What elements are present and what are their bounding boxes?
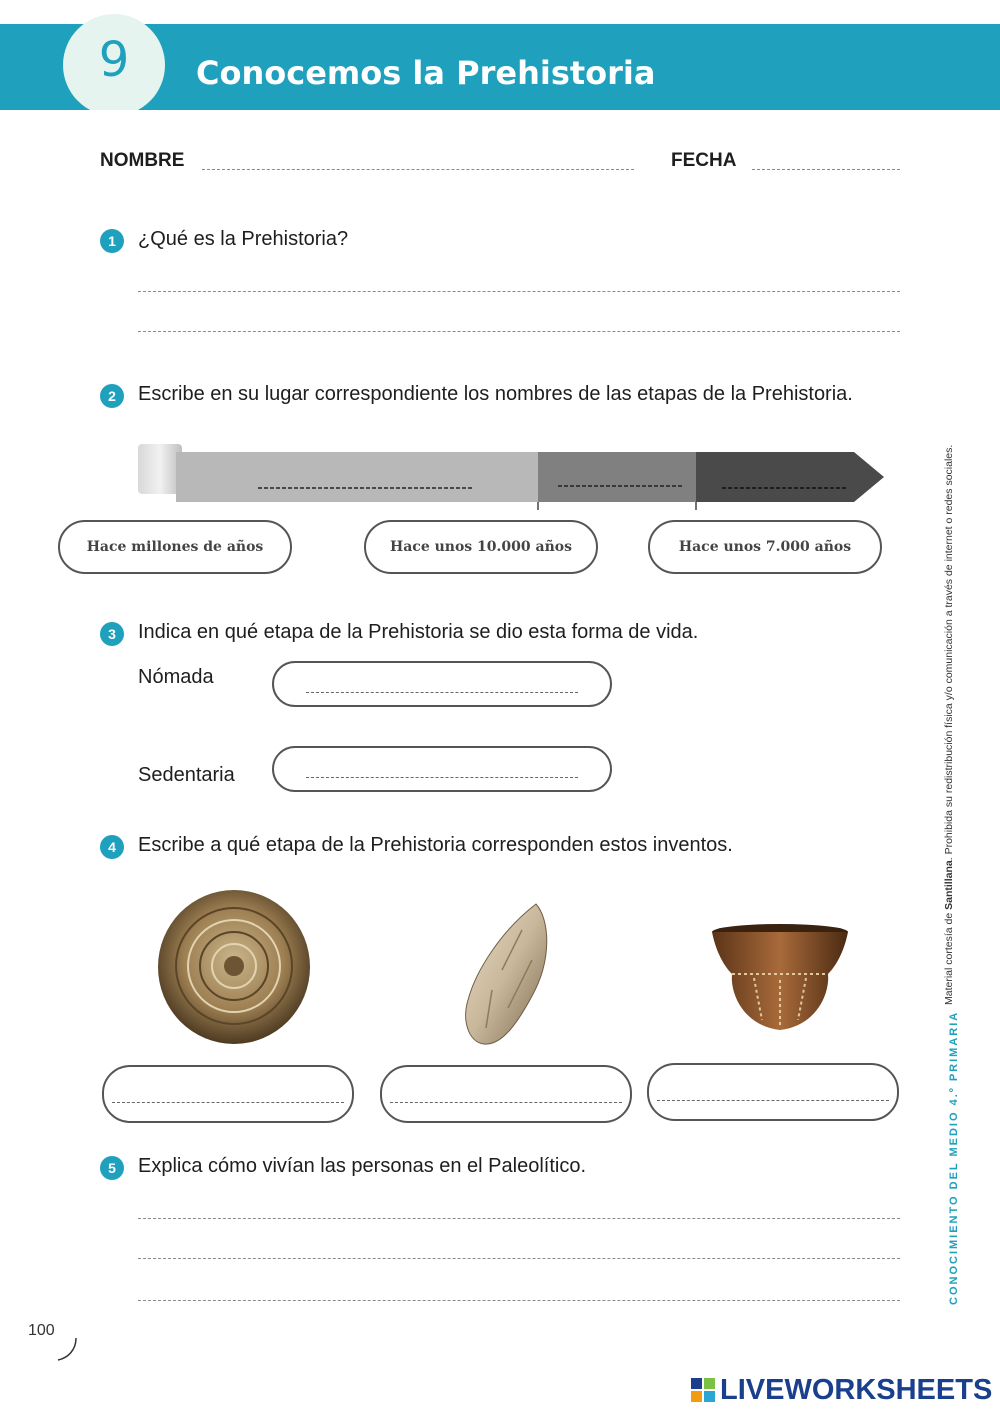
unit-number: 9 <box>98 32 130 88</box>
timeline-label-3: Hace unos 7.000 años <box>648 520 882 574</box>
page-number: 100 <box>28 1322 55 1339</box>
answer-line-5b[interactable] <box>138 1258 900 1259</box>
timeline-label-2: Hace unos 10.000 años <box>364 520 598 574</box>
question-text-5: Explica cómo vivían las personas en el Paleolítico. <box>138 1155 587 1177</box>
name-field[interactable] <box>202 169 634 170</box>
liveworksheets-logo-icon <box>691 1378 715 1402</box>
question-number-2: 2 <box>100 384 124 408</box>
hand-axe-image <box>462 900 554 1048</box>
nomada-answer-box[interactable] <box>272 661 612 707</box>
answer-line-5a[interactable] <box>138 1218 900 1219</box>
bronze-shield-image <box>155 888 313 1046</box>
question-number-1: 1 <box>100 229 124 253</box>
page-title: Conocemos la Prehistoria <box>196 54 656 92</box>
invento-answer-box-2[interactable] <box>380 1065 632 1123</box>
question-text-3: Indica en qué etapa de la Prehistoria se dio esta forma de vida. <box>138 621 699 643</box>
question-text-4: Escribe a qué etapa de la Prehistoria corresponden estos inventos. <box>138 834 733 856</box>
answer-line-5c[interactable] <box>138 1300 900 1301</box>
timeline-label-1: Hace millones de años <box>58 520 292 574</box>
header-mask <box>0 110 1000 120</box>
page-corner-mark <box>56 1336 80 1362</box>
liveworksheets-brand[interactable]: LIVEWORKSHEETS <box>720 1374 993 1406</box>
date-field[interactable] <box>752 169 900 170</box>
timeline-segment-neolitico <box>538 452 696 502</box>
answer-line-1a[interactable] <box>138 291 900 292</box>
ceramic-bowl-image <box>710 922 850 1034</box>
question-text-2: Escribe en su lugar correspondiente los nombres de las etapas de la Prehistoria. <box>138 383 853 405</box>
invento-answer-box-1[interactable] <box>102 1065 354 1123</box>
question-number-5: 5 <box>100 1156 124 1180</box>
date-label: FECHA <box>671 150 737 171</box>
question-text-1: ¿Qué es la Prehistoria? <box>138 228 349 250</box>
timeline-roll <box>138 444 182 494</box>
answer-line-1b[interactable] <box>138 331 900 332</box>
prehistory-timeline <box>136 440 888 510</box>
invento-answer-box-3[interactable] <box>647 1063 899 1121</box>
name-label: NOMBRE <box>100 150 185 171</box>
unit-number-badge <box>63 14 165 116</box>
question-number-3: 3 <box>100 622 124 646</box>
sedentaria-answer-box[interactable] <box>272 746 612 792</box>
timeline-segment-paleolitico <box>176 452 538 502</box>
side-series-label: CONOCIMIENTO DEL MEDIO 4.º PRIMARIA <box>948 1010 960 1305</box>
side-credit: Material cortesía de Santillana. Prohibida su redistribución física y/o comunicación a través de internet o redes sociales. <box>943 444 955 1005</box>
timeline-segment-metales <box>696 452 884 502</box>
lifestyle-label-sedentaria: Sedentaria <box>138 764 235 786</box>
question-number-4: 4 <box>100 835 124 859</box>
lifestyle-label-nomada: Nómada <box>138 666 214 688</box>
